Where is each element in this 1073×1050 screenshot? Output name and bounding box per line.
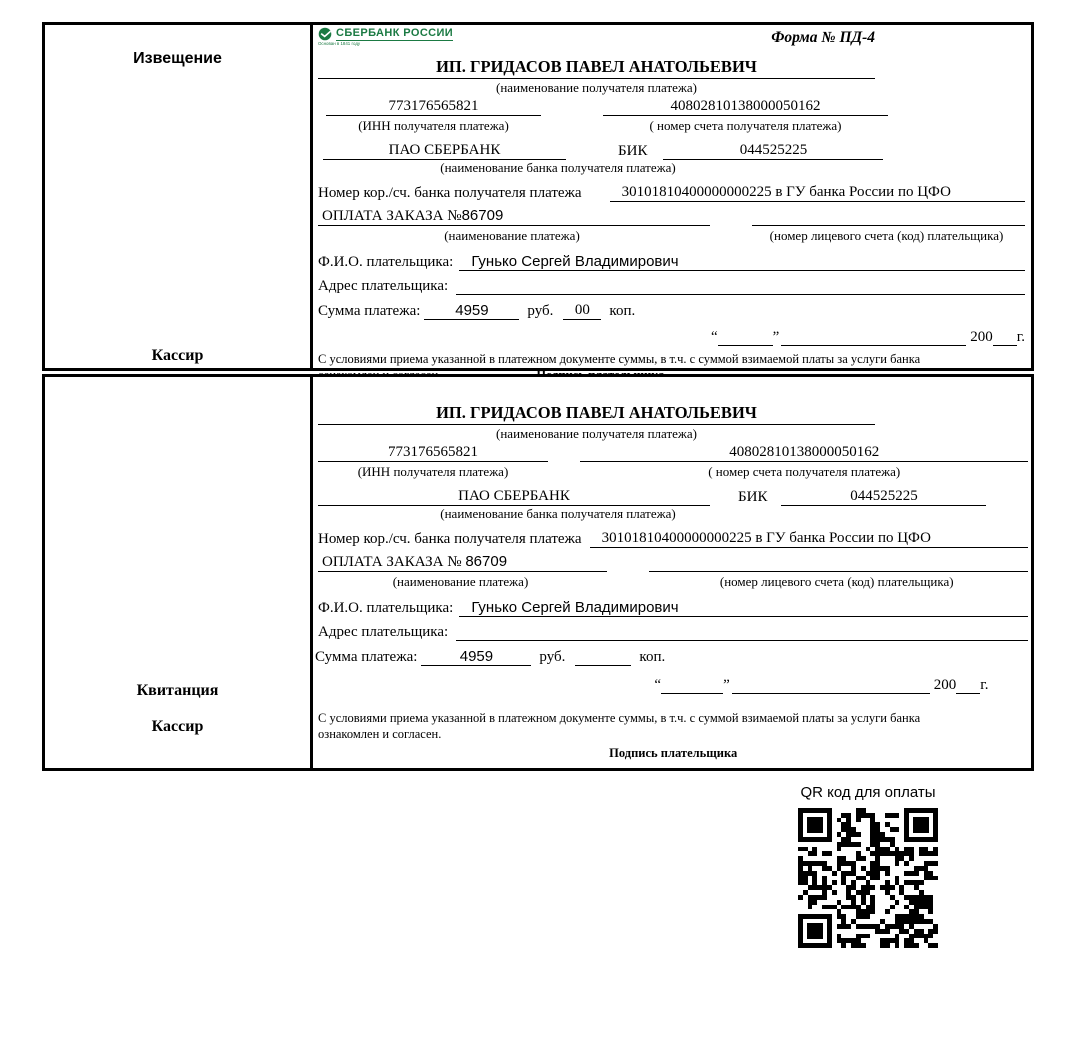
bank-row [318,138,1025,160]
year-line [956,679,980,694]
agreement-line1: С условиями приема указанной в платежном документе суммы, в т.ч. с суммой взимаемой платы за услуги банка [318,352,921,366]
amount-rub-value: 4959 [424,302,519,320]
date-row [318,322,1025,346]
quote-close: ” [772,329,780,345]
date-row [318,670,988,694]
bik-label: БИК [738,489,768,505]
account-value: 40802810138000050162 [603,98,888,116]
korsch-label: Номер кор./сч. банка получателя платежа [318,531,582,547]
qr-title: QR код для оплаты [800,784,936,801]
bik-value: 044525225 [781,488,986,506]
bik-label: БИК [618,143,648,159]
korsch-row [318,179,1025,202]
quote-open: “ [710,329,718,345]
payer-name-line [459,598,1028,617]
inn-account-row [318,444,1028,462]
rub-label: руб. [527,303,554,319]
payer-address-row [318,618,1028,641]
payer-name-label: Ф.И.О. плательщика: [318,254,454,270]
notice-label: Извещение [133,50,222,67]
payment-prefix: ОПЛАТА ЗАКАЗА № [322,208,462,224]
payer-name-line [459,252,1025,271]
payment-name [318,553,607,572]
payer-name-value: Гунько Сергей Владимирович [471,253,679,270]
year-line [993,331,1017,346]
recipient-name: ИП. ГРИДАСОВ ПАВЕЛ АНАТОЛЬЕВИЧ [318,403,875,425]
recipient-caption: (наименование получателя платежа) [496,80,697,95]
sberbank-emblem-icon [318,27,332,41]
recipient-name: ИП. ГРИДАСОВ ПАВЕЛ АНАТОЛЬЕВИЧ [318,57,875,79]
notice-side-column [45,25,313,368]
sberbank-logo [318,27,453,50]
payment-name [318,207,710,226]
qr-finder-icon [798,914,832,948]
date-month-line [781,331,966,346]
bank-caption: (наименование банка получателя платежа) [440,506,676,521]
amount-label: Сумма платежа: [315,649,418,665]
inn-account-captions [318,116,1025,136]
agreement-text [318,710,1028,761]
bank-row [318,484,1028,506]
bank-caption: (наименование банка получателя платежа) [440,160,676,175]
personal-account-line [649,571,1028,572]
receipt-label: Квитанция [136,682,219,699]
payment-captions [318,572,1028,591]
payer-address-line [456,294,1025,295]
amount-rub-value: 4959 [421,648,531,666]
amount-label: Сумма платежа: [318,303,421,319]
korsch-value: 30101810400000000225 в ГУ банка России по ЦФО [590,530,1029,548]
signature-label: Подпись плательщика [609,746,738,760]
notice-main-column [313,25,1031,368]
personal-account-caption: (номер лицевого счета (код) плательщика) [769,228,1004,243]
account-caption: ( номер счета получателя платежа) [708,464,901,479]
date-day-line [718,331,773,346]
amount-kop-value [575,665,631,666]
form-number: Форма № ПД-4 [771,29,875,46]
payment-captions [318,226,1025,245]
receipt-section [42,374,1034,771]
qr-code [798,808,938,948]
personal-account-line [752,225,1025,226]
sberbank-logo-tagline: Основан в 1841 году [318,41,361,46]
payment-caption: (наименование платежа) [392,574,529,589]
korsch-value: 30101810400000000225 в ГУ банка России по ЦФО [610,184,1025,202]
inn-account-captions [318,462,1028,482]
payer-name-value: Гунько Сергей Владимирович [471,599,679,616]
amount-kop-value: 00 [563,302,601,320]
receipt-main-column [313,377,1034,768]
payment-name-row [318,550,1028,572]
qr-finder-icon [798,808,832,842]
agreement-line2: ознакомлен и согласен. [318,727,442,741]
payment-name-row [318,204,1025,226]
recipient-caption: (наименование получателя платежа) [496,426,697,441]
inn-caption: (ИНН получателя платежа) [357,464,509,479]
sberbank-logo-text: СБЕРБАНК РОССИИ [336,27,454,39]
rub-label: руб. [539,649,566,665]
date-day-line [661,679,723,694]
year-suffix: г. [1016,329,1025,345]
quote-close: ” [723,677,730,693]
account-caption: ( номер счета получателя платежа) [649,118,842,133]
payer-address-line [456,640,1028,641]
receipt-side-column [45,377,313,768]
bik-value: 044525225 [663,142,883,160]
year-suffix: г. [980,677,989,693]
payer-address-row [318,272,1025,295]
bank-name: ПАО СБЕРБАНК [323,142,566,160]
payment-caption: (наименование платежа) [444,228,580,243]
amount-row [318,297,1025,320]
agreement-line1: С условиями приема указанной в платежном документе суммы, в т.ч. с суммой взимаемой платы за услуги банка [318,711,921,725]
cashier-label: Кассир [151,347,204,364]
payer-name-label: Ф.И.О. плательщика: [318,600,454,616]
order-number: 86709 [465,553,508,570]
qr-block [783,784,953,948]
account-value: 40802810138000050162 [580,444,1028,462]
year-prefix: 200 [933,677,957,693]
bank-name: ПАО СБЕРБАНК [318,488,710,506]
personal-account-caption: (номер лицевого счета (код) плательщика) [719,574,954,589]
inn-value: 773176565821 [318,444,548,462]
payer-address-label: Адрес плательщика: [318,278,449,294]
cashier-label: Кассир [151,718,204,735]
year-prefix: 200 [970,329,993,345]
inn-caption: (ИНН получателя платежа) [358,118,509,133]
date-month-line [732,679,930,694]
korsch-label: Номер кор./сч. банка получателя платежа [318,185,582,201]
order-number: 86709 [461,207,504,224]
kop-label: коп. [639,649,666,665]
kop-label: коп. [609,303,636,319]
payer-address-label: Адрес плательщика: [318,624,449,640]
korsch-row [318,525,1028,548]
qr-finder-icon [904,808,938,842]
amount-row [315,643,1028,666]
inn-value: 773176565821 [326,98,541,116]
payment-prefix: ОПЛАТА ЗАКАЗА № [322,554,466,570]
inn-account-row [318,98,1025,116]
payer-name-row [318,594,1028,617]
quote-open: “ [654,677,662,693]
form-header [318,27,1025,55]
notice-section [42,22,1034,371]
payer-name-row [318,248,1025,271]
